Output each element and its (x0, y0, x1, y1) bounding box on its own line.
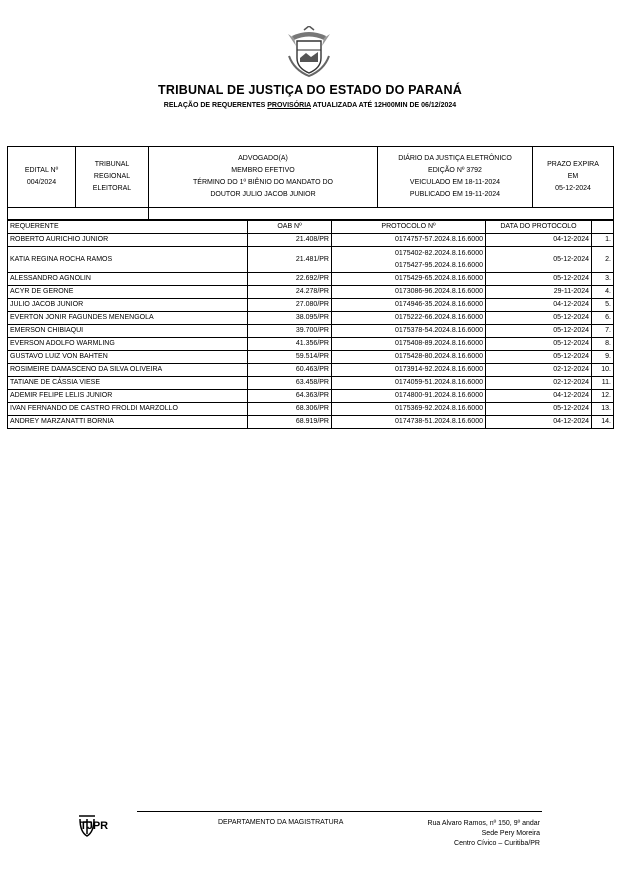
advogado-line: TÉRMINO DO 1º BIÊNIO DO MANDATO DO (193, 179, 333, 186)
protocolo-number (332, 364, 486, 377)
protocolo-date: 05-12-2024 (486, 351, 592, 364)
protocolo-line: 0175378-54.2024.8.16.6000 (395, 327, 483, 334)
requerente-name: ANDREY MARZANATTI BORNIA (8, 416, 248, 429)
oab-number: 21.481/PR (248, 247, 332, 273)
row-number: 4. (592, 286, 614, 299)
info-table (7, 146, 614, 220)
row-number: 1. (592, 234, 614, 247)
prazo-cell (533, 147, 614, 208)
row-number: 9. (592, 351, 614, 364)
table-row (8, 377, 614, 390)
row-number: 2. (592, 247, 614, 273)
oab-number: 27.080/PR (248, 299, 332, 312)
table-row (8, 312, 614, 325)
oab-number: 24.278/PR (248, 286, 332, 299)
spacer-cell (8, 208, 149, 220)
advogado-line: MEMBRO EFETIVO (231, 167, 295, 174)
requerente-name: KATIA REGINA ROCHA RAMOS (8, 247, 248, 273)
protocolo-number (332, 403, 486, 416)
requerente-name: JULIO JACOB JUNIOR (8, 299, 248, 312)
protocolo-number (332, 351, 486, 364)
address-line: Sede Pery Moreira (481, 830, 540, 837)
diario-line: EDIÇÃO Nº 3792 (428, 167, 482, 174)
tribunal-line: TRIBUNAL (94, 161, 130, 168)
table-header-row (8, 221, 614, 234)
protocolo-number (332, 286, 486, 299)
protocolo-date: 02-12-2024 (486, 377, 592, 390)
table-row (8, 416, 614, 429)
table-row (8, 390, 614, 403)
tribunal-cell (76, 147, 149, 208)
oab-number: 21.408/PR (248, 234, 332, 247)
diario-line: PUBLICADO EM 19-11-2024 (409, 191, 501, 198)
tribunal-line: REGIONAL (93, 173, 131, 180)
prazo-line: PRAZO EXPIRA (547, 161, 599, 168)
protocolo-date: 02-12-2024 (486, 364, 592, 377)
protocolo-date: 05-12-2024 (486, 247, 592, 273)
protocolo-line: 0175369-92.2024.8.16.6000 (395, 405, 483, 412)
oab-number: 64.363/PR (248, 390, 332, 403)
table-row (8, 247, 614, 273)
tjpr-logo-text: TJPR (80, 820, 109, 832)
subtitle-pre: RELAÇÃO DE REQUERENTES (163, 102, 268, 109)
oab-number: 68.919/PR (248, 416, 332, 429)
protocolo-number (332, 299, 486, 312)
address-line: Centro Cívico – Curitiba/PR (454, 840, 540, 847)
protocolo-number (332, 338, 486, 351)
department-name: DEPARTAMENTO DA MAGISTRATURA (218, 819, 344, 826)
protocolo-date: 05-12-2024 (486, 403, 592, 416)
diario-cell (378, 147, 533, 208)
table-row (8, 286, 614, 299)
requerente-name: EVERSON ADOLFO WARMLING (8, 338, 248, 351)
table-row (8, 338, 614, 351)
protocolo-date: 05-12-2024 (486, 338, 592, 351)
table-row (8, 273, 614, 286)
protocolo-date: 29-11-2024 (486, 286, 592, 299)
requerente-name: ROSIMEIRE DAMASCENO DA SILVA OLIVEIRA (8, 364, 248, 377)
oab-number: 59.514/PR (248, 351, 332, 364)
oab-number: 38.095/PR (248, 312, 332, 325)
protocolo-line: 0174059-51.2024.8.16.6000 (395, 379, 483, 386)
spacer-cell (149, 208, 614, 220)
row-number: 11. (592, 377, 614, 390)
protocolo-number (332, 312, 486, 325)
page-title: TRIBUNAL DE JUSTIÇA DO ESTADO DO PARANÁ (158, 83, 462, 97)
requerentes-table (7, 220, 614, 429)
oab-number: 63.458/PR (248, 377, 332, 390)
col-header-oab: OAB Nº (248, 221, 332, 234)
table-row (8, 351, 614, 364)
requerente-name: GUSTAVO LUIZ VON BAHTEN (8, 351, 248, 364)
coat-of-arms-icon (286, 26, 332, 78)
requerente-name: EMERSON CHIBIAQUI (8, 325, 248, 338)
row-number: 6. (592, 312, 614, 325)
row-number: 7. (592, 325, 614, 338)
requerente-name: ADEMIR FELIPE LELIS JUNIOR (8, 390, 248, 403)
table-row (8, 364, 614, 377)
protocolo-date: 05-12-2024 (486, 325, 592, 338)
protocolo-line: 0174946-35.2024.8.16.6000 (395, 301, 483, 308)
page-subtitle (0, 102, 620, 109)
protocolo-number (332, 325, 486, 338)
protocolo-number (332, 416, 486, 429)
protocolo-line: 0175408-89.2024.8.16.6000 (395, 340, 483, 347)
oab-number: 22.692/PR (248, 273, 332, 286)
oab-number: 41.356/PR (248, 338, 332, 351)
requerente-name: EVERTON JONIR FAGUNDES MENENGOLA (8, 312, 248, 325)
oab-number: 60.463/PR (248, 364, 332, 377)
subtitle-post: ATUALIZADA ATÉ 12H00MIN DE 06/12/2024 (310, 102, 457, 109)
diario-line: VEICULADO EM 18-11-2024 (409, 179, 501, 186)
edital-number: 004/2024 (26, 179, 57, 186)
tribunal-line: ELEITORAL (92, 185, 132, 192)
protocolo-line: 0174800-91.2024.8.16.6000 (395, 392, 483, 399)
protocolo-number (332, 273, 486, 286)
protocolo-line: 0175427-95.2024.8.16.6000 (395, 261, 483, 269)
row-number: 5. (592, 299, 614, 312)
table-row (8, 299, 614, 312)
protocolo-line: 0174757-57.2024.8.16.6000 (395, 236, 483, 243)
requerente-name: TATIANE DE CÁSSIA VIESE (8, 377, 248, 390)
col-header-number (592, 221, 614, 234)
protocolo-date: 04-12-2024 (486, 416, 592, 429)
protocolo-number (332, 234, 486, 247)
row-number: 14. (592, 416, 614, 429)
row-number: 13. (592, 403, 614, 416)
protocolo-number (332, 377, 486, 390)
protocolo-number (332, 247, 486, 273)
footer-divider (137, 811, 542, 812)
protocolo-line: 0175222-66.2024.8.16.6000 (395, 314, 483, 321)
protocolo-line: 0175428-80.2024.8.16.6000 (395, 353, 483, 360)
oab-number: 39.700/PR (248, 325, 332, 338)
advogado-line: DOUTOR JULIO JACOB JUNIOR (210, 191, 316, 198)
address-line: Rua Alvaro Ramos, nº 150, 9º andar (427, 820, 540, 827)
protocolo-line: 0174738-51.2024.8.16.6000 (395, 418, 483, 425)
protocolo-line: 0175402-82.2024.8.16.6000 (395, 249, 483, 257)
row-number: 10. (592, 364, 614, 377)
protocolo-date: 05-12-2024 (486, 312, 592, 325)
requerente-name: IVAN FERNANDO DE CASTRO FROLDI MARZOLLO (8, 403, 248, 416)
diario-line: DIÁRIO DA JUSTIÇA ELETRÔNICO (398, 155, 512, 162)
protocolo-date: 04-12-2024 (486, 390, 592, 403)
oab-number: 68.306/PR (248, 403, 332, 416)
advogado-line: ADVOGADO(A) (238, 155, 288, 162)
table-row (8, 325, 614, 338)
address-block (427, 819, 540, 849)
protocolo-line: 0175429-65.2024.8.16.6000 (395, 275, 483, 282)
protocolo-date: 05-12-2024 (486, 273, 592, 286)
col-header-data: DATA DO PROTOCOLO (486, 221, 592, 234)
row-number: 8. (592, 338, 614, 351)
protocolo-number (332, 390, 486, 403)
advogado-cell (149, 147, 378, 208)
prazo-line: EM (567, 173, 579, 180)
requerente-name: ROBERTO AURICHIO JUNIOR (8, 234, 248, 247)
col-header-requerente: REQUERENTE (8, 221, 248, 234)
row-number: 3. (592, 273, 614, 286)
edital-label: EDITAL Nº (24, 167, 59, 174)
col-header-protocolo: PROTOCOLO Nº (332, 221, 486, 234)
row-number: 12. (592, 390, 614, 403)
protocolo-line: 0173914-92.2024.8.16.6000 (395, 366, 483, 373)
protocolo-date: 04-12-2024 (486, 299, 592, 312)
requerente-name: ACYR DE GERONE (8, 286, 248, 299)
edital-cell (8, 147, 76, 208)
protocolo-date: 04-12-2024 (486, 234, 592, 247)
protocolo-line: 0173086-96.2024.8.16.6000 (395, 288, 483, 295)
subtitle-provisoria: PROVISÓRIA (267, 102, 311, 109)
table-row (8, 234, 614, 247)
table-row (8, 403, 614, 416)
prazo-line: 05-12-2024 (555, 185, 591, 192)
requerente-name: ALESSANDRO AGNOLIN (8, 273, 248, 286)
